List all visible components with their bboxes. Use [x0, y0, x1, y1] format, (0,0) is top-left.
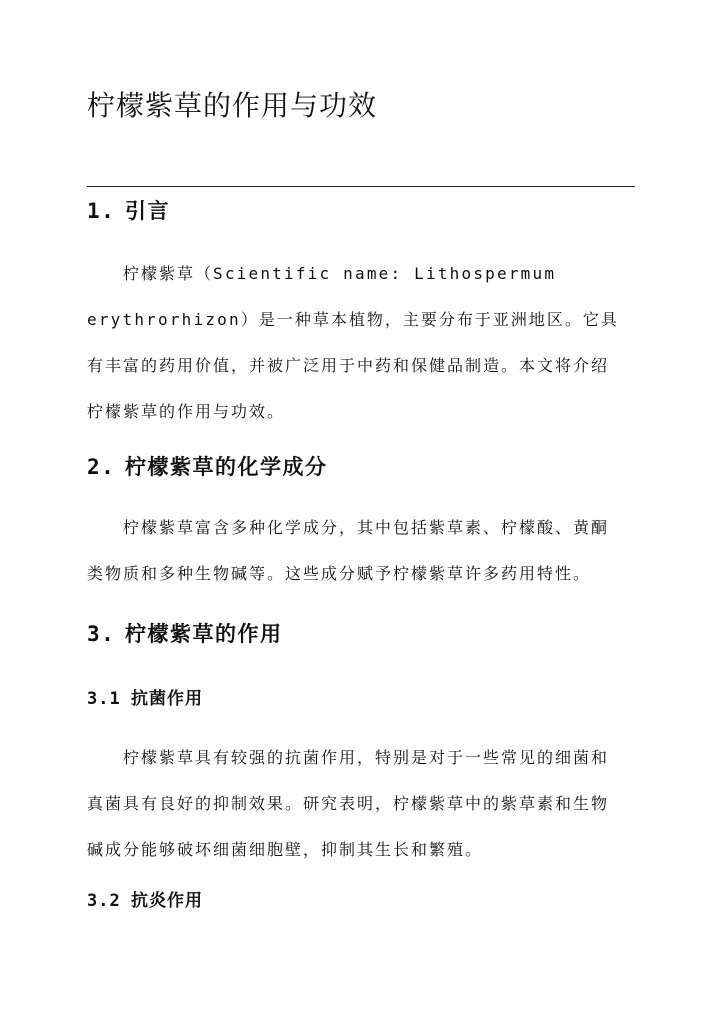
subsection-number: 3.1 [87, 689, 121, 709]
paragraph-line: 柠檬紫草具有较强的抗菌作用，特别是对于一些常见的细菌和 [123, 748, 610, 767]
subsection-heading-anti-inflammatory [87, 887, 203, 915]
latin-name: erythrorhizon [87, 310, 241, 329]
section-title: 柠檬紫草的化学成分 [125, 454, 328, 479]
paragraph-line: 真菌具有良好的抑制效果。研究表明，柠檬紫草中的紫草素和生物 [87, 794, 610, 813]
section-number: 2. [87, 455, 116, 479]
section-heading-chemistry [87, 451, 328, 483]
section-number: 1. [87, 199, 116, 223]
paragraph-line [87, 297, 635, 343]
chemistry-paragraph [87, 505, 635, 597]
paragraph-line: 碱成分能够破坏细菌细胞壁，抑制其生长和繁殖。 [87, 840, 484, 859]
text-run: ）是一种草本植物，主要分布于亚洲地区。它具 [240, 310, 619, 329]
document-title: 柠檬紫草的作用与功效 [87, 89, 378, 122]
antibacterial-paragraph [87, 735, 635, 873]
paragraph-line: 柠檬紫草的作用与功效。 [87, 402, 286, 421]
paragraph-line: 柠檬紫草富含多种化学成分，其中包括紫草素、柠檬酸、黄酮 [123, 518, 610, 537]
subsection-title: 抗菌作用 [131, 689, 203, 709]
subsection-number: 3.2 [87, 891, 121, 911]
subsection-title: 抗炎作用 [131, 891, 203, 911]
paragraph-line: 有丰富的药用价值，并被广泛用于中药和保健品制造。本文将介绍 [87, 356, 610, 375]
section-title: 柠檬紫草的作用 [125, 621, 283, 646]
paragraph-line: 类物质和多种生物碱等。这些成分赋予柠檬紫草许多药用特性。 [87, 564, 592, 583]
section-heading-effects [87, 618, 283, 650]
section-heading-intro [87, 195, 170, 227]
section-number: 3. [87, 622, 116, 646]
text-run: 柠檬紫草（ [123, 264, 214, 283]
section-title: 引言 [125, 198, 170, 223]
latin-name: Scientific name: Lithospermum [213, 264, 557, 283]
title-divider [87, 186, 635, 187]
subsection-heading-antibacterial [87, 685, 203, 713]
intro-paragraph [87, 251, 635, 435]
paragraph-line [87, 251, 635, 297]
